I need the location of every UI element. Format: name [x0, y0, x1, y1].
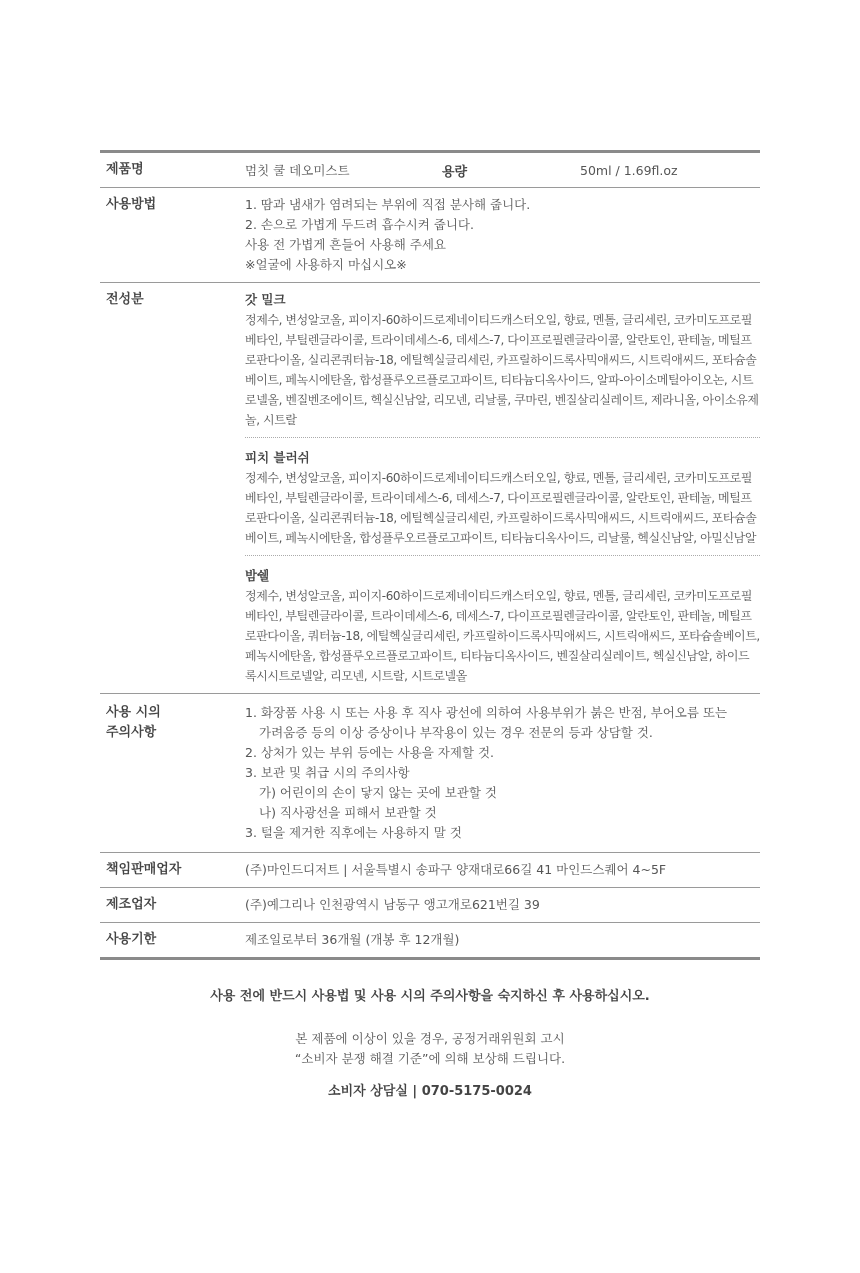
seller-row — [100, 853, 760, 888]
caution-line: 3. 보관 및 취급 시의 주의사항 — [245, 765, 410, 780]
caution-label-line: 사용 시의 — [106, 705, 161, 720]
caution-line: 나) 직사광선을 피해서 보관할 것 — [259, 805, 437, 820]
caution-line: 가) 어린이의 손이 닿지 않는 곳에 보관할 것 — [259, 785, 497, 800]
usage-line: 사용 전 가볍게 흔들어 사용해 주세요 — [245, 237, 446, 252]
ingredient-variant — [245, 566, 760, 686]
usage-instructions — [245, 195, 760, 275]
ingredient-variant-name: 피치 블러쉬 — [245, 450, 310, 465]
ingredients-label: 전성분 — [106, 292, 144, 307]
ingredient-variant — [245, 290, 760, 438]
volume-label: 용량 — [442, 164, 468, 180]
expiry-value: 제조일로부터 36개월 (개봉 후 12개월) — [245, 932, 460, 947]
caution-line: 1. 화장품 사용 시 또는 사용 후 직사 광선에 의하여 사용부위가 붉은 반점, 부어오름 또는 — [245, 705, 728, 720]
ingredient-variant-text: 정제수, 변성알코올, 피이지-60하이드로제네이티드캐스터오일, 향료, 멘톨, 글리세린, 코카미도프로필베타인, 부틸렌글라이콜, 트라이데세스-6, 데세스-7, 다이프로필렌글라이콜, 알란토인, 판테놀, 메틸프로판다이올, 쿼터늄-18, 에틸헥실글리세린, 카프릴하이드록사믹애씨드, 시트릭애씨드, 포타슘솔베이트, 페녹시에탄올, 합성플루오르플로고파이트, 티타늄디옥사이드, 벤질살리실레이트, 헥실신남알, 하이드록시시트로넬알, 리모넨, 시트랄, 시트로넬올 — [245, 589, 760, 683]
seller-label: 책임판매업자 — [106, 862, 182, 877]
volume-value: 50ml / 1.69fl.oz — [580, 162, 678, 178]
expiry-label: 사용기한 — [106, 932, 157, 947]
consumer-contact: 소비자 상담실 | 070-5175-0024 — [328, 1084, 532, 1099]
ingredient-variant-name: 밤쉘 — [245, 568, 270, 583]
ingredient-variant-text: 정제수, 변성알코올, 피이지-60하이드로제네이티드캐스터오일, 향료, 멘톨, 글리세린, 코카미도프로필베타인, 부틸렌글라이콜, 트라이데세스-6, 데세스-7, 다이프로필렌글라이콜, 알란토인, 판테놀, 메틸프로판다이올, 실리콘쿼터늄-18, 에틸헥실글리세린, 카프릴하이드록사믹애씨드, 시트릭애씨드, 포타슘솔베이트, 페녹시에탄올, 합성플루오르플로고파이트, 티타늄디옥사이드, 리날룰, 헥실신남알, 아밀신남알 — [245, 471, 757, 545]
manufacturer-row — [100, 888, 760, 923]
ingredient-variant-name: 갓 밀크 — [245, 292, 286, 307]
product-name-label: 제품명 — [106, 162, 144, 177]
ingredient-variant-text: 정제수, 변성알코올, 피이지-60하이드로제네이티드캐스터오일, 향료, 멘톨, 글리세린, 코카미도프로필베타인, 부틸렌글라이콜, 트라이데세스-6, 데세스-7, 다이프로필렌글라이콜, 알란토인, 판테놀, 메틸프로판다이올, 실리콘쿼터늄-18, 에틸헥실글리세린, 카프릴하이드록사믹애씨드, 시트릭애씨드, 포타슘솔베이트, 페녹시에탄올, 합성플루오르플로고파이트, 티타늄디옥사이드, 알파-아이소메틸아이오논, 시트로넬올, 벤질벤조에이트, 헥실신남알, 리모넨, 리날룰, 쿠마린, 벤질살리실레이트, 제라니올, 아이소유제놀, 시트랄 — [245, 313, 759, 427]
product-info-table — [100, 150, 760, 960]
caution-line: 가려움증 등의 이상 증상이나 부작용이 있는 경우 전문의 등과 상담할 것. — [259, 725, 653, 740]
compensation-line: 본 제품에 이상이 있을 경우, 공정거래위원회 고시 — [295, 1031, 565, 1046]
usage-label: 사용방법 — [106, 197, 157, 212]
usage-line: 1. 땀과 냄새가 염려되는 부위에 직접 분사해 줍니다. — [245, 197, 531, 212]
caution-line: 3. 털을 제거한 직후에는 사용하지 말 것 — [245, 825, 462, 840]
product-name-row — [100, 153, 760, 188]
usage-notice: 사용 전에 반드시 사용법 및 사용 시의 주의사항을 숙지하신 후 사용하십시오. — [210, 989, 650, 1004]
product-name-value: 멈칫 쿨 데오미스트 — [245, 163, 350, 178]
ingredients-list — [245, 290, 760, 686]
ingredient-variant — [245, 448, 760, 556]
caution-line: 2. 상처가 있는 부위 등에는 사용을 자제할 것. — [245, 745, 494, 760]
seller-value: (주)마인드디저트 | 서울특별시 송파구 양재대로66길 41 마인드스퀘어 4~5F — [245, 862, 667, 877]
caution-row — [100, 694, 760, 853]
ingredients-row — [100, 283, 760, 694]
expiry-row — [100, 923, 760, 957]
usage-line: 2. 손으로 가볍게 두드려 흡수시켜 줍니다. — [245, 217, 474, 232]
compensation-notice — [0, 1029, 860, 1069]
manufacturer-value: (주)예그리나 인천광역시 남동구 앵고개로621번길 39 — [245, 897, 540, 912]
caution-label-line: 주의사항 — [106, 725, 157, 740]
compensation-line: “소비자 분쟁 해결 기준”에 의해 보상해 드립니다. — [294, 1051, 566, 1066]
manufacturer-label: 제조업자 — [106, 897, 157, 912]
caution-list — [245, 703, 760, 843]
usage-row — [100, 188, 760, 283]
usage-line: ※얼굴에 사용하지 마십시오※ — [245, 257, 407, 272]
caution-label — [100, 703, 245, 843]
